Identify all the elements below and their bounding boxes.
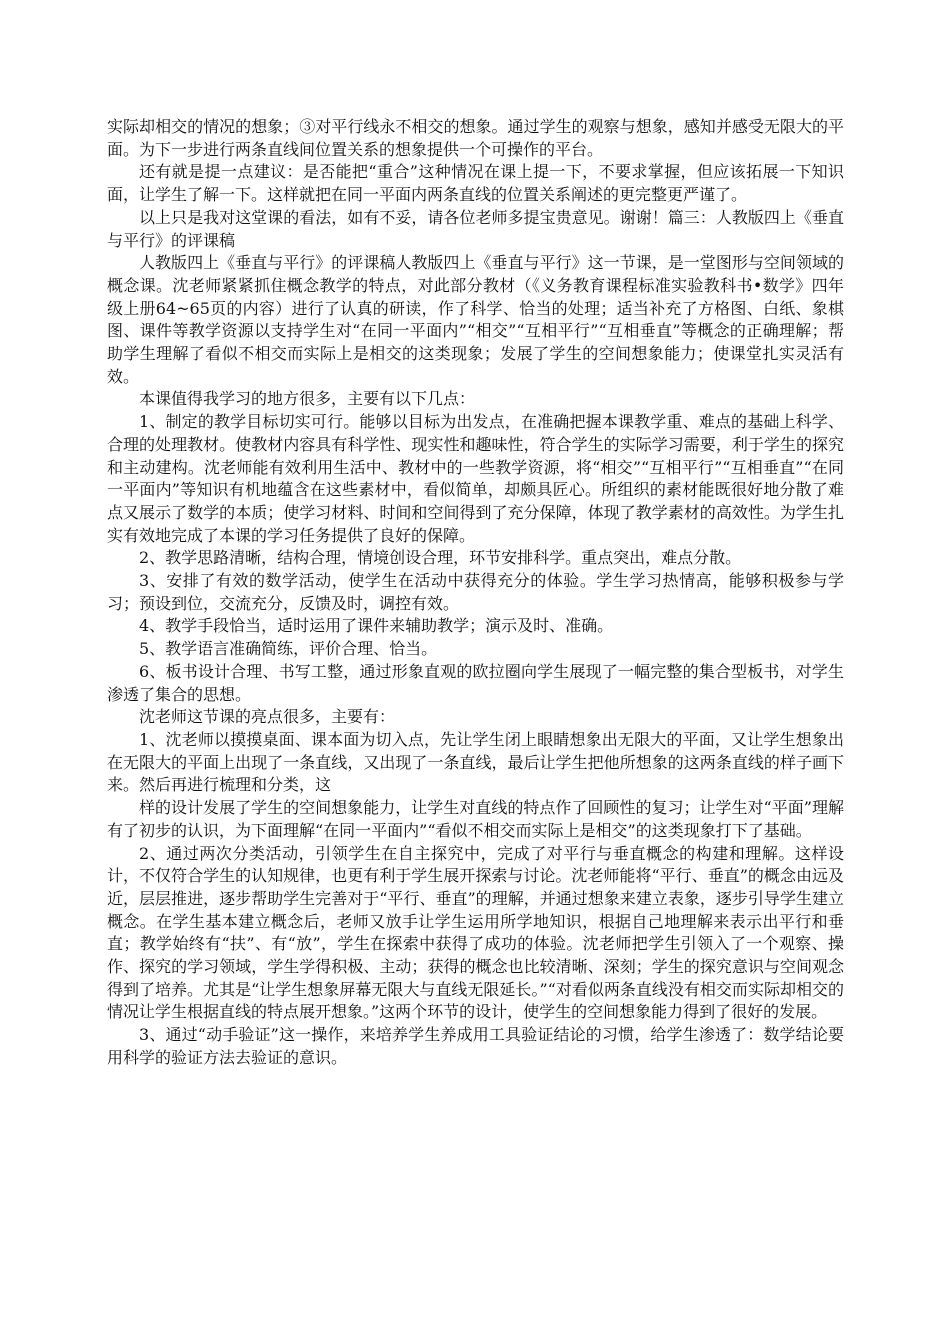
paragraph: 样的设计发展了学生的空间想象能力，让学生对直线的特点作了回顾性的复习；让学生对“平面”理解有了初步的认识，为下面理解“在同一平面内”“看似不相交而实际上是相交”的这类现象打下了基础。: [107, 798, 844, 840]
paragraph: 本课值得我学习的地方很多，主要有以下几点：: [139, 389, 476, 409]
paragraph: 5、教学语言准确简练，评价合理、恰当。: [139, 639, 438, 659]
paragraph: 1、沈老师以摸摸桌面、课本面为切入点，先让学生闭上眼睛想象出无限大的平面，又让学生想象出在无限大的平面上出现了一条直线，又出现了一条直线，最后让学生把他所想象的这两条直线的样子画下来。然后再进行梳理和分类，这: [107, 729, 844, 795]
paragraph: 2、通过两次分类活动，引领学生在自主探究中，完成了对平行与垂直概念的构建和理解。这样设计，不仅符合学生的认知规律，也更有利于学生展开探索与讨论。沈老师能将“平行、垂直”的概念由远及近，层层推进，逐步帮助学生完善对于“平行、垂直”的理解，并通过想象来建立表象，逐步引导学生建立概念。在学生基本建立概念后，老师又放手让学生运用所学地知识，根据自己地理解来表示出平行和垂直；教学始终有“扶”、有“放”，学生在探索中获得了成功的体验。沈老师把学生引领入了一个观察、操作、探究的学习领域，学生学得积极、主动；获得的概念也比较清晰、深刻；学生的探究意识与空间观念得到了培养。尤其是“让学生想象屏幕无限大与直线无限延长。”“对看似两条直线没有相交而实际却相交的情况让学生根据直线的特点展开想象。”这两个环节的设计，使学生的空间想象能力得到了很好的发展。: [107, 843, 844, 1022]
paragraph: 人教版四上《垂直与平行》的评课稿人教版四上《垂直与平行》这一节课，是一堂图形与空间领域的概念课。沈老师紧紧抓住概念教学的特点，对此部分教材（《义务教育课程标准实验教科书•数学》四年级上册64~65页的内容）进行了认真的研读，作了科学、恰当的处理；适当补充了方格图、白纸、象棋图、课件等教学资源以支持学生对“在同一平面内”“相交”“互相平行”“互相垂直”等概念的正确理解；帮助学生理解了看似不相交而实际上是相交的这类现象；发展了学生的空间想象能力；使课堂扎实灵活有效。: [107, 253, 844, 386]
paragraph: 4、教学手段恰当，适时运用了课件来辅助教学；演示及时、准确。: [139, 616, 614, 636]
document-body: [107, 116, 844, 1070]
paragraph: 以上只是我对这堂课的看法，如有不妥，请各位老师多提宝贵意见。谢谢！篇三：人教版四上《垂直与平行》的评课稿: [107, 207, 844, 250]
paragraph: 还有就是提一点建议：是否能把“重合”这种情况在课上提一下，不要求掌握，但应该拓展一下知识面，让学生了解一下。这样就把在同一平面内两条直线的位置关系阐述的更完整更严谨了。: [107, 162, 844, 205]
paragraph: 1、制定的教学目标切实可行。能够以目标为出发点，在准确把握本课教学重、难点的基础上科学、合理的处理教材。使教材内容具有科学性、现实性和趣味性，符合学生的实际学习需要，利于学生的探究和主动建构。沈老师能有效利用生活中、教材中的一些教学资源，将“相交”“互相平行”“互相垂直”“在同一平面内”等知识有机地蕴含在这些素材中，看似简单，却颇具匠心。所组织的素材能既很好地分散了难点又展示了数学的本质；使学习材料、时间和空间得到了充分保障，体现了教学素材的高效性。为学生扎实有效地完成了本课的学习任务提供了良好的保障。: [107, 412, 844, 545]
paragraph: 2、教学思路清晰，结构合理，情境创设合理，环节安排科学。重点突出，难点分散。: [139, 548, 742, 568]
paragraph: 3、安排了有效的数学活动，使学生在活动中获得充分的体验。学生学习热情高，能够积极参与学习；预设到位，交流充分，反馈及时，调控有效。: [107, 571, 844, 613]
paragraph: 沈老师这节课的亮点很多，主要有：: [139, 707, 396, 727]
paragraph: 3、通过“动手验证”这一操作，来培养学生养成用工具验证结论的习惯，给学生渗透了：数学结论要用科学的验证方法去验证的意识。: [107, 1025, 844, 1067]
paragraph: 实际却相交的情况的想象；③对平行线永不相交的想象。通过学生的观察与想象，感知并感受无限大的平面。为下一步进行两条直线间位置关系的想象提供一个可操作的平台。: [107, 117, 844, 159]
paragraph: 6、板书设计合理、书写工整，通过形象直观的欧拉圈向学生展现了一幅完整的集合型板书，对学生渗透了集合的思想。: [107, 661, 844, 704]
